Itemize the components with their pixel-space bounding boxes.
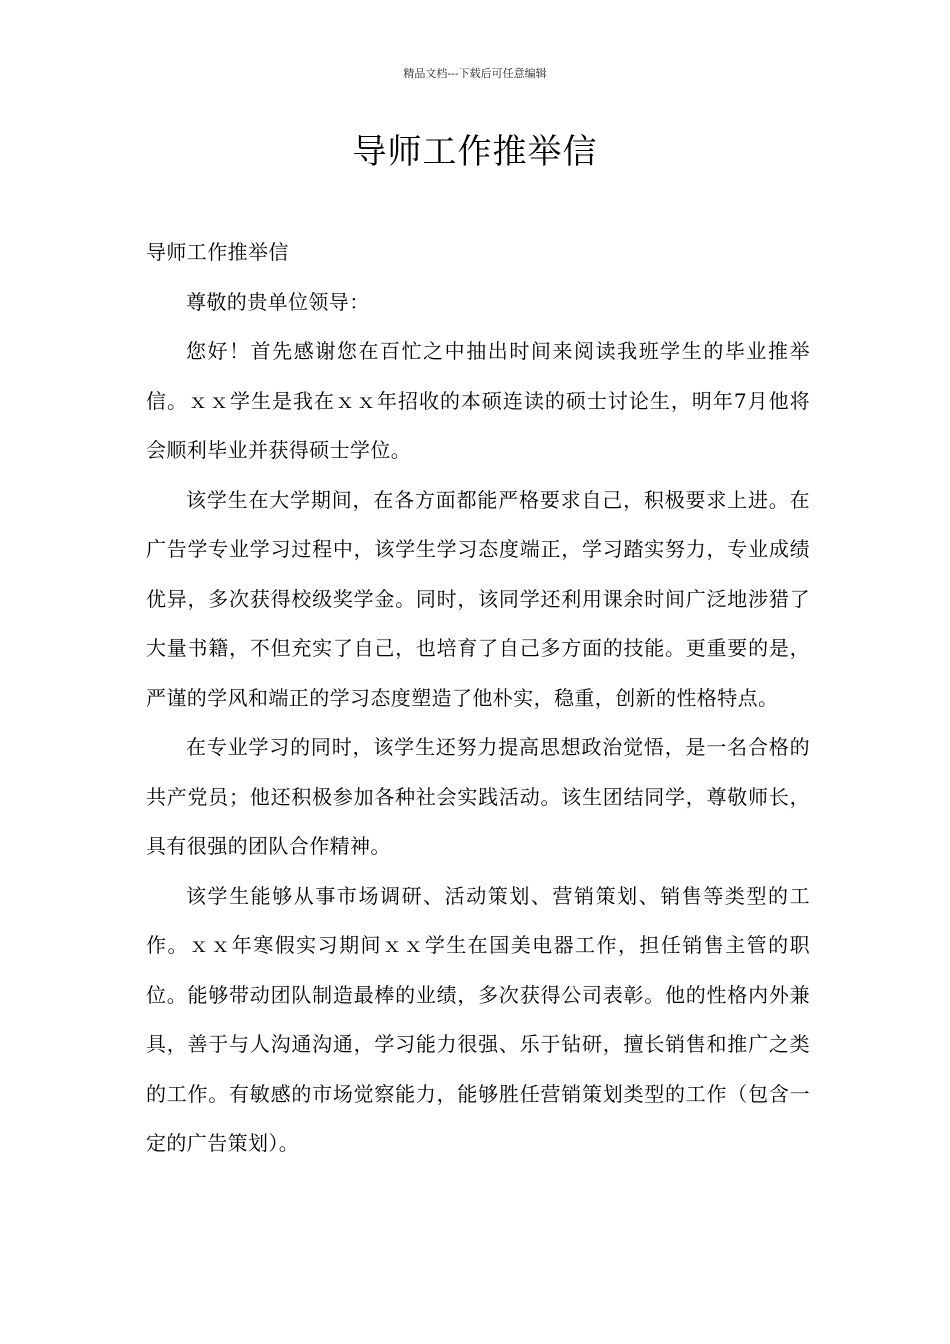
salutation: 尊敬的贵单位领导： — [186, 289, 370, 314]
letter-heading: 导师工作推举信 — [146, 240, 289, 264]
header-note: 精品文档---下载后可任意编辑 — [403, 67, 547, 80]
paragraph-work: 该学生能够从事市场调研、活动策划、营销策划、销售等类型的工作。ｘｘ年寒假实习期间ｘｘ学生在国美电器工作，担任销售主管的职位。能够带动团队制造最棒的业绩，多次获得公司表彰。他的性格内外兼具，善于与人沟通沟通，学习能力很强、乐于钻研，擅长销售和推广之类的工作。有敏感的市场觉察能力，能够胜任营销策划类型的工作（包含一定的广告策划）。 — [146, 883, 810, 1155]
document-title: 导师工作推举信 — [352, 132, 598, 172]
paragraph-political: 在专业学习的同时，该学生还努力提高思想政治觉悟，是一名合格的共产党员；他还积极参加各种社会实践活动。该生团结同学，尊敬师长，具有很强的团队合作精神。 — [146, 735, 810, 858]
paragraph-intro: 您好！首先感谢您在百忙之中抽出时间来阅读我班学生的毕业推举信。ｘｘ学生是我在ｘｘ年招收的本硕连读的硕士讨论生，明年7月他将会顺利毕业并获得硕士学位。 — [146, 339, 810, 462]
letter-body — [146, 228, 810, 1169]
paragraph-academic: 该学生在大学期间，在各方面都能严格要求自己，积极要求上进。在广告学专业学习过程中，该学生学习态度端正，学习踏实努力，专业成绩优异，多次获得校级奖学金。同时，该同学还利用课余时间广泛地涉猎了大量书籍，不但充实了自己，也培育了自己多方面的技能。更重要的是，严谨的学风和端正的学习态度塑造了他朴实，稳重，创新的性格特点。 — [146, 487, 810, 710]
